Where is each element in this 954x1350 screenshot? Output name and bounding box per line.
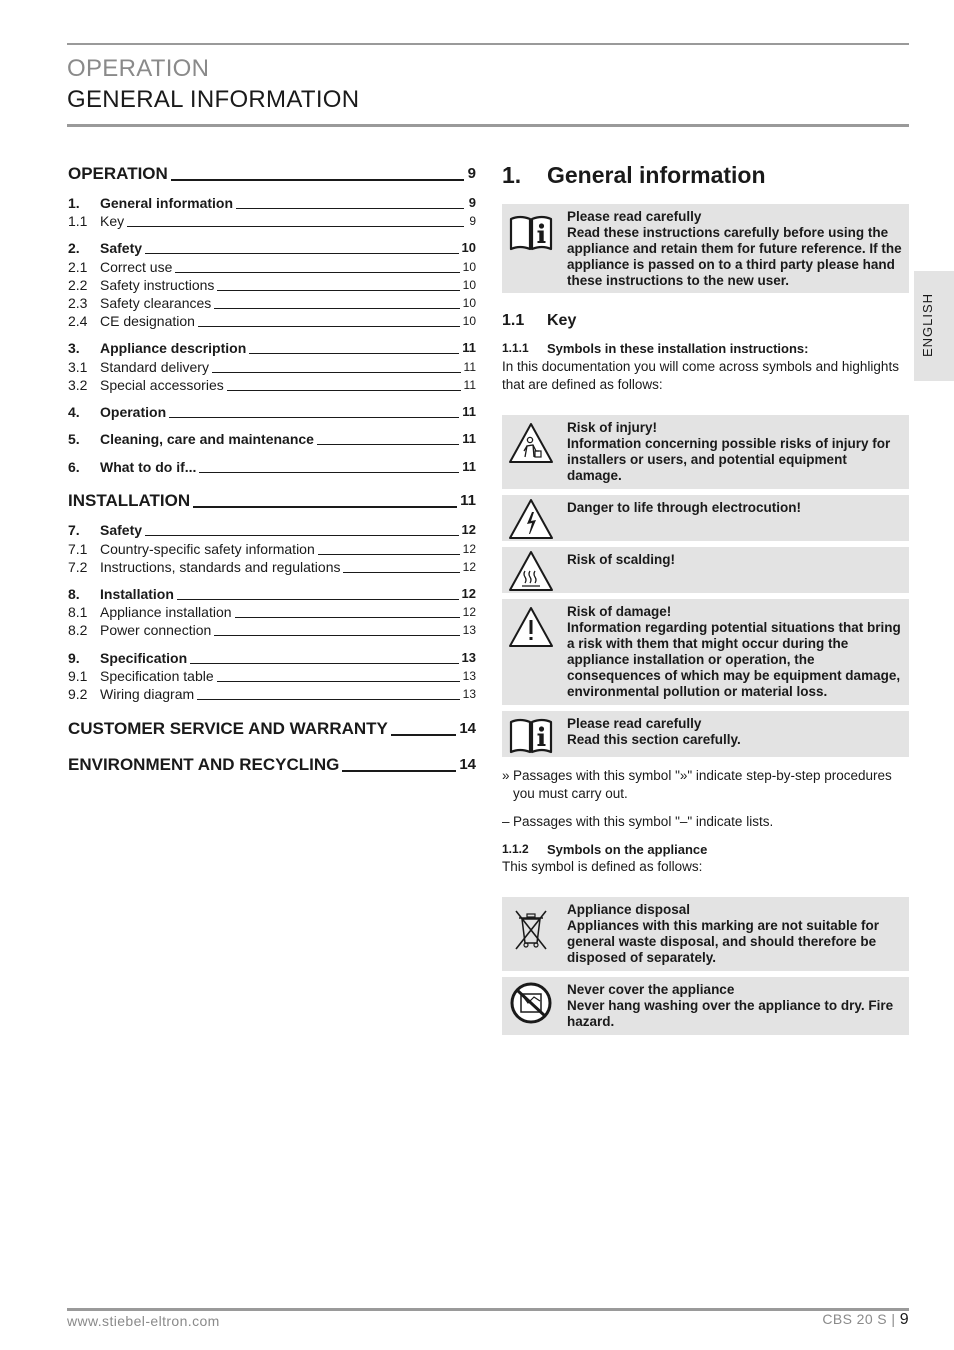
do-not-cover-icon <box>508 981 554 1025</box>
subsection-heading-symbols-instructions: 1.1.1 Symbols in these installation instructions: <box>502 341 809 356</box>
damage-warning-icon <box>508 605 554 649</box>
header-rule <box>67 124 909 127</box>
toc-entry[interactable]: 8.1 Appliance installation 12 <box>68 604 476 620</box>
read-carefully-text: Please read carefully Read these instructions carefully before using the appliance and retain them for future reference. If the appliance is passed on to a third party please hand these instructions to the new user. <box>567 209 902 288</box>
top-rule <box>67 43 909 45</box>
warning-box-injury <box>502 415 909 489</box>
header-section-title: OPERATION <box>67 55 210 82</box>
toc-entry[interactable]: 2.2 Safety instructions 10 <box>68 277 476 293</box>
manual-info-icon <box>508 210 554 254</box>
chapter-heading: 1. General information <box>502 162 766 188</box>
toc-entry[interactable]: CUSTOMER SERVICE AND WARRANTY 14 <box>68 719 476 738</box>
toc-entry[interactable]: 5. Cleaning, care and maintenance 11 <box>68 431 476 447</box>
toc-entry[interactable]: 3.1 Standard delivery 11 <box>68 359 476 375</box>
appliance-disposal-box <box>502 897 909 971</box>
toc-entry[interactable]: 7. Safety 12 <box>68 522 476 538</box>
toc-entry[interactable]: 9.2 Wiring diagram 13 <box>68 686 476 702</box>
manual-info-icon <box>508 713 554 757</box>
toc-entry[interactable]: INSTALLATION 11 <box>68 491 476 510</box>
toc-entry[interactable]: 4. Operation 11 <box>68 404 476 420</box>
never-cover-box <box>502 977 909 1035</box>
toc-entry[interactable]: 2. Safety 10 <box>68 240 476 256</box>
subsection-heading-appliance-symbols: 1.1.2 Symbols on the appliance <box>502 842 708 857</box>
toc-entry[interactable]: 8.2 Power connection 13 <box>68 622 476 638</box>
toc-entry[interactable]: 7.2 Instructions, standards and regulations 12 <box>68 559 476 575</box>
toc-entry[interactable]: ENVIRONMENT AND RECYCLING 14 <box>68 755 476 774</box>
read-carefully-box <box>502 204 909 293</box>
warning-text: Risk of injury! Information concerning possible risks of injury for installers or users, and potential equipment damage. <box>567 420 891 483</box>
intro-paragraph: In this documentation you will come across symbols and highlights that are defined as follows: <box>502 359 899 392</box>
toc-entry[interactable]: 9. Specification 13 <box>68 650 476 666</box>
toc-entry[interactable]: OPERATION 9 <box>68 164 476 183</box>
scalding-warning-icon <box>508 549 554 593</box>
toc-entry[interactable]: 3. Appliance description 11 <box>68 340 476 356</box>
footer-rule <box>67 1308 909 1311</box>
warning-box-scalding <box>502 547 909 593</box>
bullet-list-info: – Passages with this symbol "–" indicate lists. <box>502 814 774 829</box>
toc-entry[interactable]: 8. Installation 12 <box>68 586 476 602</box>
toc-entry[interactable]: 9.1 Specification table 13 <box>68 668 476 684</box>
toc-entry[interactable]: 2.4 CE designation 10 <box>68 313 476 329</box>
warning-box-electrocution <box>502 495 909 541</box>
warning-text: Danger to life through electrocution! <box>567 500 802 515</box>
warning-text: Risk of damage! Information regarding potential situations that bring a risk with them that might occur during the appliance installation or operation, the consequences of which may be equipment damage, environmental pollution or material loss. <box>567 604 901 699</box>
toc-entry[interactable]: 2.3 Safety clearances 10 <box>68 295 476 311</box>
header-page-title: GENERAL INFORMATION <box>67 86 360 113</box>
language-tab[interactable]: ENGLISH <box>914 271 954 381</box>
page-number: 9 <box>899 1311 909 1328</box>
toc-entry[interactable]: 1.1 Key 9 <box>68 213 476 229</box>
toc-entry[interactable]: 7.1 Country-specific safety information 12 <box>68 541 476 557</box>
toc-entry[interactable]: 2.1 Correct use 10 <box>68 259 476 275</box>
toc-entry[interactable]: 1. General information 9 <box>68 195 476 211</box>
warning-text: Risk of scalding! <box>567 552 676 567</box>
crossed-bin-icon <box>508 907 554 951</box>
electrocution-warning-icon <box>508 497 554 541</box>
bullet-step-procedure: » Passages with this symbol "»" indicate step-by-step procedures you must carry out. <box>502 768 892 801</box>
warning-text: Please read carefully Read this section carefully. <box>567 716 741 747</box>
appliance-symbols-intro: This symbol is defined as follows: <box>502 859 703 874</box>
section-heading-key: 1.1 Key <box>502 312 577 329</box>
never-cover-text: Never cover the appliance Never hang washing over the appliance to dry. Fire hazard. <box>567 982 894 1029</box>
injury-warning-icon <box>508 421 554 465</box>
toc-entry[interactable]: 6. What to do if... 11 <box>68 459 476 475</box>
footer-page-info: CBS 20 S | 9 <box>822 1311 909 1328</box>
appliance-disposal-text: Appliance disposal Appliances with this marking are not suitable for general waste disposal, and should therefore be disposed of separately. <box>567 902 880 965</box>
footer-website[interactable]: www.stiebel-eltron.com <box>67 1313 220 1329</box>
toc-entry[interactable]: 3.2 Special accessories 11 <box>68 377 476 393</box>
warning-box-read-section <box>502 711 909 757</box>
warning-box-damage <box>502 599 909 705</box>
